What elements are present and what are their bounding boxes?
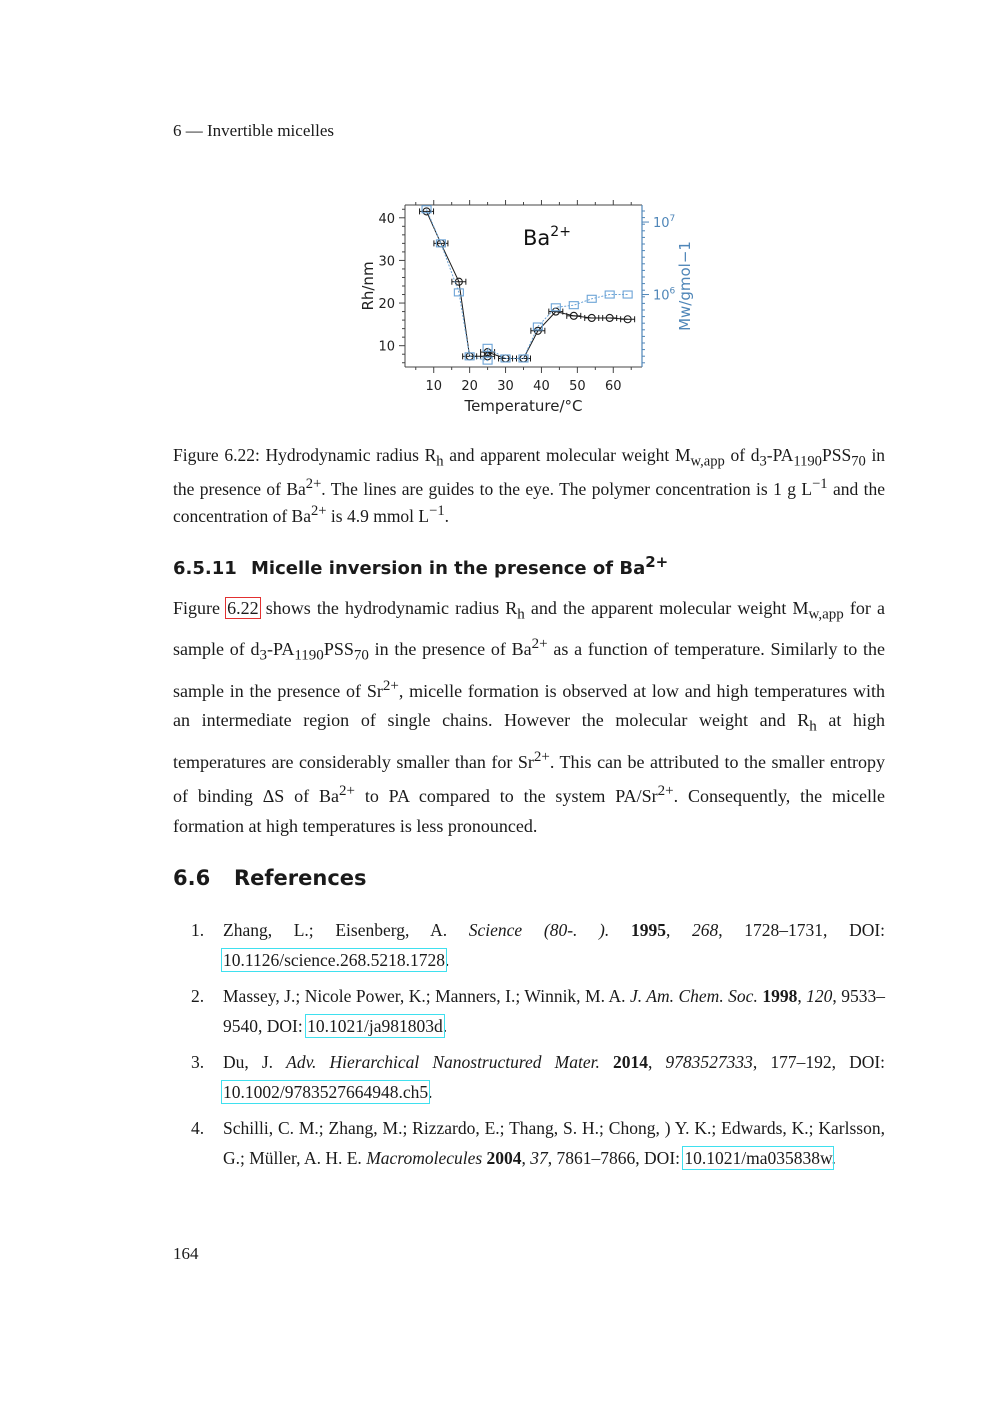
caption-label: Figure 6.22:	[173, 445, 260, 465]
reference-item: 4. Schilli, C. M.; Zhang, M.; Rizzardo, E.; Thang, S. H.; Chong, ) Y. K.; Edwards, K.; Karlsson, G.; Müller, A. H. E. Macromolecules 2004, 37, 7861–7866, DOI: 10.1021/ma035838w.	[191, 1118, 885, 1168]
page-number: 164	[173, 1244, 199, 1263]
running-head: 6 — Invertible micelles	[173, 121, 334, 140]
doi-link[interactable]: 10.1126/science.268.5218.1728	[223, 950, 445, 970]
figure-chart	[340, 190, 700, 430]
reference-item: 3. Du, J. Adv. Hierarchical Nanostructured Mater. 2014, 9783527333, 177–192, DOI: 10.1002/9783527664948.ch5.	[191, 1052, 886, 1102]
mw-point	[623, 291, 632, 298]
y2-tick-label: $10^7$	[653, 214, 676, 232]
mw-point	[569, 302, 578, 309]
reference-item: 1. Zhang, L.; Eisenberg, A. Science (80-. ). 1995, 268, 1728–1731, DOI: 10.1126/science.268.5218.1728.	[191, 920, 886, 970]
y-tick-label: 40	[378, 211, 395, 227]
y2-tick-label: $10^6$	[653, 286, 676, 304]
doi-link[interactable]: 10.1002/9783527664948.ch5	[223, 1082, 429, 1102]
section-number: 6.5.11	[173, 558, 237, 579]
y-tick-label: 30	[378, 254, 395, 270]
doi-link[interactable]: 10.1021/ja981803d	[307, 1016, 443, 1036]
x-axis-label: Temperature/°C	[464, 397, 583, 415]
reference-item: 2. Massey, J.; Nicole Power, K.; Manners, I.; Winnik, M. A. J. Am. Chem. Soc. 1998, 120, 9533–9540, DOI: 10.1021/ja981803d.	[191, 986, 886, 1036]
doi-link[interactable]: 10.1021/ma035838w	[684, 1148, 832, 1168]
chart-labels	[359, 212, 694, 415]
chart-title: $Ba^{2+}$	[523, 224, 571, 250]
x-tick-label: 60	[604, 379, 622, 394]
references-heading: 6.6 References	[173, 866, 367, 890]
y-axis-label: Rh/nm	[359, 261, 377, 311]
body-paragraph: Figure 6.22 shows the hydrodynamic radius $R_h$ and the apparent molecular weight $M_{w,app}$ for a sample of $d_3-PA_{1190}PSS_{70}$ in the presence of $Ba^{2+}$ as a function of temperature. Similarly to the sample in the presence of $Sr^{2+}$, micelle formation is observed at low and high temperatures with an intermediate region of single chains. However the molecular weight and $R_h$ at high temperatures are considerably smaller than for $Sr^{2+}$. This can be attributed to the smaller entropy of binding ΔS of $Ba^{2+}$ to PA compared to the system $PA/Sr^{2+}$. Consequently, the micelle formation at high temperatures is less pronounced.	[173, 598, 886, 836]
reference-list	[173, 915, 885, 1179]
figure-reference-link[interactable]: 6.22	[227, 598, 259, 618]
x-tick-label: 50	[569, 379, 586, 394]
y-tick-label: 10	[378, 339, 395, 355]
section-title: 6.5.11 Micelle inversion in the presence of $Ba^{2+}$	[173, 553, 669, 579]
x-tick-label: 30	[497, 379, 514, 394]
figure-caption: Figure 6.22: Hydrodynamic radius $R_h$ and apparent molecular weight $M_{w,app}$ of $d_3-PA_{1190}PSS_{70}$ in the presence of $Ba^{2+}$. The lines are guides to the eye. The polymer concentration is 1 g $L^{-1}$ and the concentration of $Ba^{2+}$ is 4.9 mmol $L^{-1}$.	[173, 445, 886, 527]
x-tick-label: 20	[461, 379, 478, 394]
x-tick-label: 40	[533, 379, 550, 394]
y-tick-label: 20	[378, 297, 395, 313]
x-tick-label: 10	[425, 379, 443, 394]
y2-axis-label: Mw/gmol−1	[676, 241, 694, 331]
